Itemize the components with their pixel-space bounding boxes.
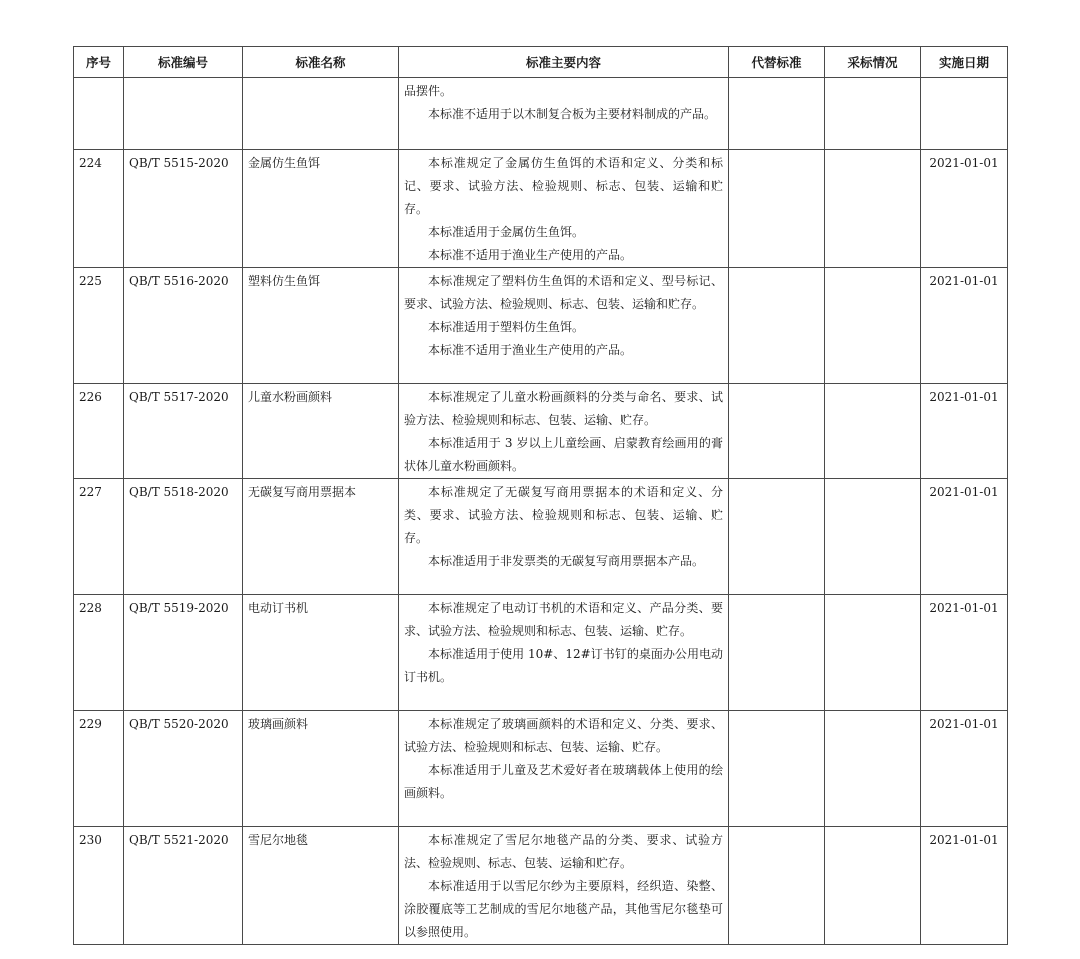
content-paragraph: 本标准适用于金属仿生鱼饵。	[428, 225, 585, 239]
content-paragraph: 本标准规定了金属仿生鱼饵的术语和定义、分类和标记、要求、试验方法、检验规则、标志、包装、运输和贮存。	[404, 156, 723, 216]
header-adoption: 采标情况	[825, 47, 921, 78]
cell-adoption	[825, 268, 921, 384]
table-row	[74, 479, 1008, 595]
table-header-row	[74, 47, 1008, 78]
header-content: 标准主要内容	[399, 47, 729, 78]
cell-replaces	[729, 827, 825, 945]
header-no: 序号	[74, 47, 124, 78]
cell-code: QB/T 5517-2020	[124, 384, 243, 479]
content-paragraph: 本标准适用于 3 岁以上儿童绘画、启蒙教育绘画用的膏状体儿童水粉画颜料。	[404, 436, 723, 473]
content-paragraph: 本标准适用于使用 10#、12#订书钉的桌面办公用电动订书机。	[404, 647, 723, 684]
cell-adoption	[825, 595, 921, 711]
cell-code: QB/T 5515-2020	[124, 150, 243, 268]
header-replaces: 代替标准	[729, 47, 825, 78]
cell-no: 229	[74, 711, 124, 827]
cell-adoption	[825, 479, 921, 595]
cell-name	[243, 78, 399, 150]
cell-code: QB/T 5520-2020	[124, 711, 243, 827]
cell-adoption	[825, 827, 921, 945]
cell-code	[124, 78, 243, 150]
content-paragraph: 本标准适用于儿童及艺术爱好者在玻璃载体上使用的绘画颜料。	[404, 763, 723, 800]
content-paragraph: 本标准适用于以雪尼尔纱为主要原料，经织造、染整、涂胶覆底等工艺制成的雪尼尔地毯产品，其他雪尼尔毯垫可以参照使用。	[404, 879, 723, 939]
content-paragraph: 本标准不适用于渔业生产使用的产品。	[428, 248, 633, 262]
cell-no	[74, 78, 124, 150]
cell-replaces	[729, 78, 825, 150]
cell-no: 224	[74, 150, 124, 268]
header-date: 实施日期	[921, 47, 1008, 78]
cell-adoption	[825, 78, 921, 150]
cell-date	[921, 78, 1008, 150]
cell-name: 塑料仿生鱼饵	[243, 268, 399, 384]
cell-name: 雪尼尔地毯	[243, 827, 399, 945]
cell-date: 2021-01-01	[921, 827, 1008, 945]
table-row	[74, 268, 1008, 384]
cell-date: 2021-01-01	[921, 595, 1008, 711]
cell-adoption	[825, 711, 921, 827]
table-row	[74, 150, 1008, 268]
table-row	[74, 595, 1008, 711]
cell-date: 2021-01-01	[921, 150, 1008, 268]
cell-content	[399, 78, 729, 150]
table-row	[74, 384, 1008, 479]
cell-replaces	[729, 595, 825, 711]
cell-date: 2021-01-01	[921, 384, 1008, 479]
header-code: 标准编号	[124, 47, 243, 78]
cell-content	[399, 595, 729, 711]
content-paragraph: 本标准规定了电动订书机的术语和定义、产品分类、要求、试验方法、检验规则和标志、包装、运输、贮存。	[404, 601, 723, 638]
cell-content	[399, 827, 729, 945]
table-row	[74, 711, 1008, 827]
cell-content	[399, 150, 729, 268]
table-row	[74, 827, 1008, 945]
cell-code: QB/T 5519-2020	[124, 595, 243, 711]
cell-content	[399, 711, 729, 827]
cell-name: 无碳复写商用票据本	[243, 479, 399, 595]
content-paragraph: 本标准规定了玻璃画颜料的术语和定义、分类、要求、试验方法、检验规则和标志、包装、运输、贮存。	[404, 717, 723, 754]
cell-no: 230	[74, 827, 124, 945]
cell-name: 玻璃画颜料	[243, 711, 399, 827]
content-paragraph: 本标准规定了儿童水粉画颜料的分类与命名、要求、试验方法、检验规则和标志、包装、运输、贮存。	[404, 390, 723, 427]
content-paragraph: 本标准适用于非发票类的无碳复写商用票据本产品。	[428, 554, 705, 568]
table-row-continuation	[74, 78, 1008, 150]
cell-code: QB/T 5518-2020	[124, 479, 243, 595]
cell-replaces	[729, 150, 825, 268]
content-paragraph: 本标准规定了塑料仿生鱼饵的术语和定义、型号标记、要求、试验方法、检验规则、标志、包装、运输和贮存。	[404, 274, 723, 311]
standards-table	[73, 46, 1008, 945]
cell-content	[399, 384, 729, 479]
cell-replaces	[729, 479, 825, 595]
content-paragraph: 本标准不适用于以木制复合板为主要材料制成的产品。	[428, 107, 717, 121]
cell-date: 2021-01-01	[921, 268, 1008, 384]
cell-name: 金属仿生鱼饵	[243, 150, 399, 268]
cell-code: QB/T 5521-2020	[124, 827, 243, 945]
cell-adoption	[825, 384, 921, 479]
header-name: 标准名称	[243, 47, 399, 78]
cell-name: 电动订书机	[243, 595, 399, 711]
cell-date: 2021-01-01	[921, 711, 1008, 827]
cell-replaces	[729, 268, 825, 384]
cell-name: 儿童水粉画颜料	[243, 384, 399, 479]
cell-no: 227	[74, 479, 124, 595]
content-paragraph: 本标准规定了雪尼尔地毯产品的分类、要求、试验方法、检验规则、标志、包装、运输和贮存。	[404, 833, 723, 870]
cell-no: 225	[74, 268, 124, 384]
content-paragraph: 品摆件。	[404, 84, 453, 98]
cell-content	[399, 479, 729, 595]
cell-no: 228	[74, 595, 124, 711]
cell-date: 2021-01-01	[921, 479, 1008, 595]
cell-replaces	[729, 711, 825, 827]
cell-replaces	[729, 384, 825, 479]
content-paragraph: 本标准规定了无碳复写商用票据本的术语和定义、分类、要求、试验方法、检验规则和标志、包装、运输、贮存。	[404, 485, 723, 545]
cell-code: QB/T 5516-2020	[124, 268, 243, 384]
cell-no: 226	[74, 384, 124, 479]
content-paragraph: 本标准不适用于渔业生产使用的产品。	[428, 343, 633, 357]
content-paragraph: 本标准适用于塑料仿生鱼饵。	[428, 320, 585, 334]
cell-content	[399, 268, 729, 384]
cell-adoption	[825, 150, 921, 268]
